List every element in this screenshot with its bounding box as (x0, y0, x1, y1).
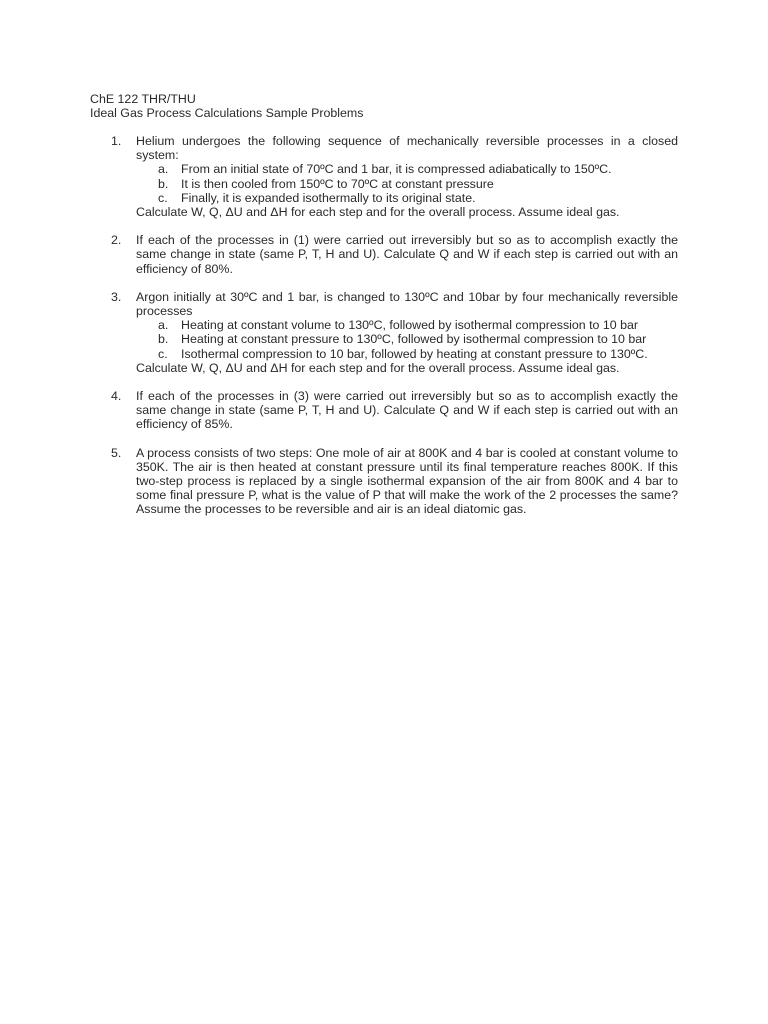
subitem-text: From an initial state of 70ºC and 1 bar, it is compressed adiabatically to 150ºC. (181, 162, 612, 177)
problem-number: 1. (111, 134, 122, 148)
subitem (136, 177, 678, 191)
subitem-text: Isothermal compression to 10 bar, followed by heating at constant pressure to 130ºC. (181, 346, 648, 361)
subitem-letter: b. (158, 332, 169, 347)
problem-item (90, 233, 678, 276)
problem-number: 4. (111, 389, 122, 404)
problem-item (90, 134, 678, 219)
subitem (136, 318, 678, 332)
subitem-letter: b. (158, 176, 169, 191)
subitem-letter: c. (158, 346, 168, 361)
problem-text: If each of the processes in (1) were carried out irreversibly but so as to accomplish exactly the same change in state (same P, T, H and U). Calculate Q and W if each step is carried out with an efficiency of 80%. (136, 233, 678, 276)
subitem (136, 162, 678, 176)
problem-item (90, 389, 678, 432)
subitem-list (136, 162, 678, 205)
subitem (136, 191, 678, 205)
problem-number: 3. (111, 289, 122, 304)
problem-text: A process consists of two steps: One mole of air at 800K and 4 bar is cooled at constant volume to 350K. The air is then heated at constant pressure until its final temperature reaches 800K. If this two-step process is replaced by a single isothermal expansion of the air from 800K and 4 bar to some final pressure P, what is the value of P that will make the work of the 2 processes the same? Assume the processes to be reversible and air is an ideal diatomic gas. (136, 445, 678, 517)
subitem-letter: c. (158, 190, 168, 205)
problem-text: If each of the processes in (3) were carried out irreversibly but so as to accomplish exactly the same change in state (same P, T, H and U). Calculate Q and W if each step is carried out with an efficiency of 85%. (136, 389, 678, 432)
document-header (90, 92, 690, 120)
subitem (136, 332, 678, 346)
problem-closing: Calculate W, Q, ΔU and ΔH for each step and for the overall process. Assume ideal gas. (136, 360, 620, 375)
document-title: Ideal Gas Process Calculations Sample Problems (90, 106, 364, 121)
subitem-text: It is then cooled from 150ºC to 70ºC at constant pressure (181, 176, 494, 191)
problem-text: Argon initially at 30ºC and 1 bar, is changed to 130ºC and 10bar by four mechanically reversible processes (136, 289, 678, 319)
subitem-list (136, 318, 678, 361)
problem-closing: Calculate W, Q, ΔU and ΔH for each step and for the overall process. Assume ideal gas. (136, 205, 620, 220)
course-line: ChE 122 THR/THU (90, 92, 196, 106)
problem-text: Helium undergoes the following sequence of mechanically reversible processes in a closed system: (136, 134, 678, 163)
subitem-letter: a. (158, 318, 169, 333)
subitem-text: Finally, it is expanded isothermally to its original state. (181, 190, 476, 205)
problem-number: 2. (111, 233, 122, 248)
problem-item (90, 290, 678, 375)
subitem-text: Heating at constant volume to 130ºC, followed by isothermal compression to 10 bar (181, 318, 639, 333)
problem-item (90, 446, 678, 517)
subitem-text: Heating at constant pressure to 130ºC, followed by isothermal compression to 10 bar (181, 332, 647, 347)
problem-list (90, 134, 678, 531)
subitem-letter: a. (158, 162, 169, 177)
subitem (136, 347, 678, 361)
problem-number: 5. (111, 445, 122, 460)
